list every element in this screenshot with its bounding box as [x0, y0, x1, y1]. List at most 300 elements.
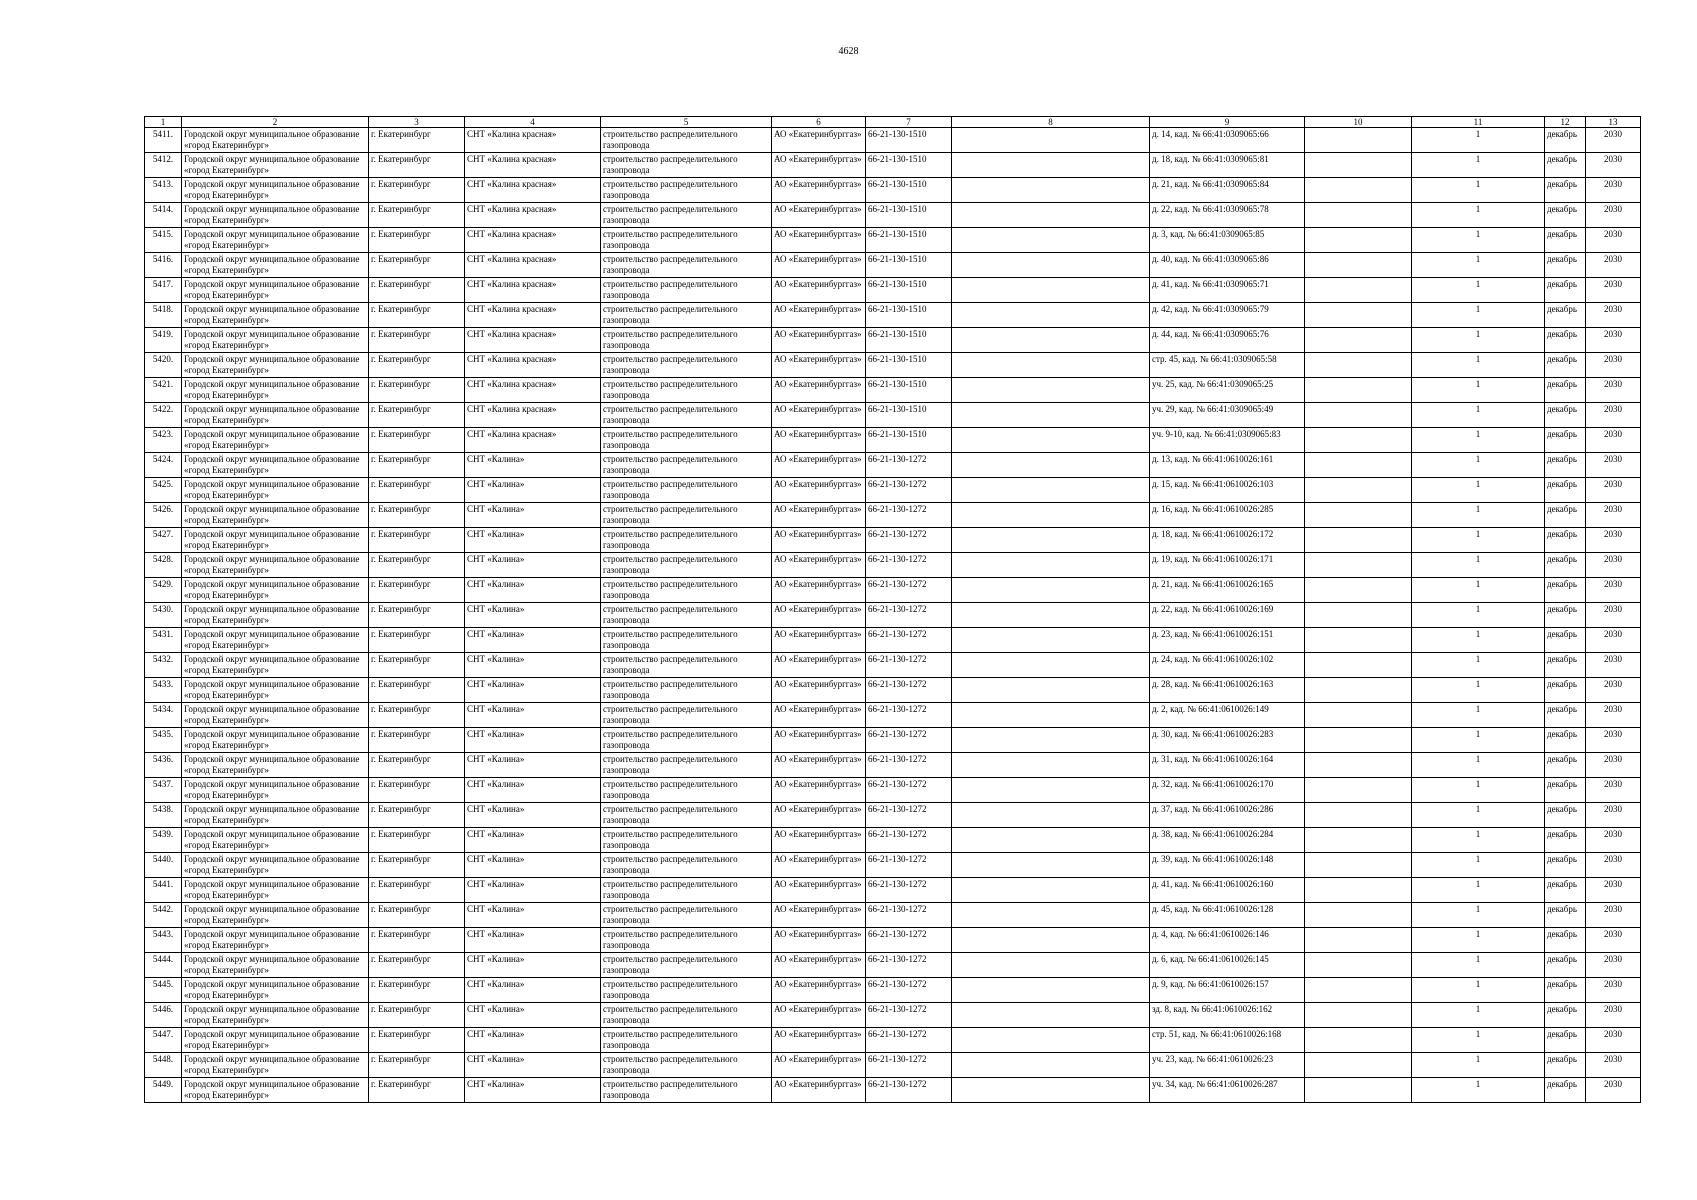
cell-quantity: 1 [1412, 703, 1545, 728]
cell-locality: г. Екатеринбург [369, 803, 465, 828]
cell-municipality: Городской округ муниципальное образование «город Екатеринбург» [182, 528, 369, 553]
cell-row-number: 5436. [145, 753, 182, 778]
table-row [145, 453, 1641, 478]
cell-settlement: СНТ «Калина» [465, 503, 601, 528]
cell-work-type: строительство распределительного газопровода [601, 403, 772, 428]
table-row [145, 1028, 1641, 1053]
cell-municipality: Городской округ муниципальное образование «город Екатеринбург» [182, 978, 369, 1003]
cell-locality: г. Екатеринбург [369, 428, 465, 453]
cell-month: декабрь [1545, 528, 1586, 553]
table-row [145, 853, 1641, 878]
cell-empty-cell [1305, 403, 1412, 428]
cell-month: декабрь [1545, 1003, 1586, 1028]
cell-year: 2030 [1586, 978, 1641, 1003]
table-row [145, 828, 1641, 853]
cell-empty-cell [1305, 603, 1412, 628]
cell-address-cadastral: д. 21, кад. № 66:41:0309065:84 [1150, 178, 1305, 203]
cell-program-code: 66-21-130-1272 [866, 778, 952, 803]
cell-locality: г. Екатеринбург [369, 278, 465, 303]
cell-work-type: строительство распределительного газопровода [601, 703, 772, 728]
cell-locality: г. Екатеринбург [369, 378, 465, 403]
cell-row-number: 5434. [145, 703, 182, 728]
cell-month: декабрь [1545, 603, 1586, 628]
cell-empty-cell [952, 153, 1150, 178]
cell-program-code: 66-21-130-1510 [866, 353, 952, 378]
cell-year: 2030 [1586, 828, 1641, 853]
cell-municipality: Городской округ муниципальное образование «город Екатеринбург» [182, 553, 369, 578]
cell-work-type: строительство распределительного газопровода [601, 778, 772, 803]
cell-empty-cell [1305, 478, 1412, 503]
cell-settlement: СНТ «Калина» [465, 1078, 601, 1103]
cell-program-code: 66-21-130-1272 [866, 478, 952, 503]
cell-row-number: 5448. [145, 1053, 182, 1078]
cell-empty-cell [1305, 1078, 1412, 1103]
cell-organization: АО «Екатеринбурггаз» [772, 953, 866, 978]
table-row [145, 603, 1641, 628]
cell-municipality: Городской округ муниципальное образование «город Екатеринбург» [182, 303, 369, 328]
cell-settlement: СНТ «Калина» [465, 953, 601, 978]
table-row [145, 728, 1641, 753]
cell-program-code: 66-21-130-1272 [866, 528, 952, 553]
cell-year: 2030 [1586, 253, 1641, 278]
cell-settlement: СНТ «Калина» [465, 528, 601, 553]
cell-address-cadastral: уч. 25, кад. № 66:41:0309065:25 [1150, 378, 1305, 403]
cell-work-type: строительство распределительного газопровода [601, 678, 772, 703]
cell-quantity: 1 [1412, 628, 1545, 653]
table-row [145, 503, 1641, 528]
cell-empty-cell [1305, 978, 1412, 1003]
cell-organization: АО «Екатеринбурггаз» [772, 503, 866, 528]
cell-empty-cell [952, 178, 1150, 203]
cell-empty-cell [1305, 1053, 1412, 1078]
cell-year: 2030 [1586, 278, 1641, 303]
cell-row-number: 5414. [145, 203, 182, 228]
cell-organization: АО «Екатеринбурггаз» [772, 428, 866, 453]
table-row [145, 753, 1641, 778]
cell-empty-cell [952, 453, 1150, 478]
cell-locality: г. Екатеринбург [369, 878, 465, 903]
cell-row-number: 5419. [145, 328, 182, 353]
cell-locality: г. Екатеринбург [369, 1053, 465, 1078]
table-row [145, 1003, 1641, 1028]
table-row [145, 553, 1641, 578]
cell-program-code: 66-21-130-1272 [866, 503, 952, 528]
cell-program-code: 66-21-130-1510 [866, 378, 952, 403]
cell-organization: АО «Екатеринбурггаз» [772, 828, 866, 853]
cell-address-cadastral: д. 24, кад. № 66:41:0610026:102 [1150, 653, 1305, 678]
cell-organization: АО «Екатеринбурггаз» [772, 253, 866, 278]
cell-address-cadastral: стр. 45, кад. № 66:41:0309065:58 [1150, 353, 1305, 378]
cell-locality: г. Екатеринбург [369, 978, 465, 1003]
cell-locality: г. Екатеринбург [369, 1003, 465, 1028]
cell-municipality: Городской округ муниципальное образование «город Екатеринбург» [182, 278, 369, 303]
cell-month: декабрь [1545, 478, 1586, 503]
cell-program-code: 66-21-130-1272 [866, 628, 952, 653]
cell-year: 2030 [1586, 778, 1641, 803]
cell-empty-cell [952, 753, 1150, 778]
cell-row-number: 5411. [145, 128, 182, 153]
cell-row-number: 5444. [145, 953, 182, 978]
cell-municipality: Городской округ муниципальное образование «город Екатеринбург» [182, 428, 369, 453]
cell-month: декабрь [1545, 678, 1586, 703]
column-header: 11 [1412, 117, 1545, 128]
cell-empty-cell [952, 978, 1150, 1003]
cell-municipality: Городской округ муниципальное образование «город Екатеринбург» [182, 178, 369, 203]
cell-work-type: строительство распределительного газопровода [601, 278, 772, 303]
cell-work-type: строительство распределительного газопровода [601, 203, 772, 228]
cell-work-type: строительство распределительного газопровода [601, 453, 772, 478]
cell-municipality: Городской округ муниципальное образование «город Екатеринбург» [182, 803, 369, 828]
cell-year: 2030 [1586, 353, 1641, 378]
cell-month: декабрь [1545, 928, 1586, 953]
cell-settlement: СНТ «Калина красная» [465, 403, 601, 428]
column-header: 13 [1586, 117, 1641, 128]
cell-organization: АО «Екатеринбурггаз» [772, 228, 866, 253]
cell-organization: АО «Екатеринбурггаз» [772, 1078, 866, 1103]
cell-organization: АО «Екатеринбурггаз» [772, 778, 866, 803]
cell-year: 2030 [1586, 753, 1641, 778]
cell-address-cadastral: д. 13, кад. № 66:41:0610026:161 [1150, 453, 1305, 478]
cell-settlement: СНТ «Калина красная» [465, 428, 601, 453]
cell-empty-cell [952, 928, 1150, 953]
cell-empty-cell [952, 328, 1150, 353]
cell-work-type: строительство распределительного газопровода [601, 553, 772, 578]
cell-organization: АО «Екатеринбурггаз» [772, 728, 866, 753]
cell-municipality: Городской округ муниципальное образование «город Екатеринбург» [182, 653, 369, 678]
table-row [145, 628, 1641, 653]
cell-organization: АО «Екатеринбурггаз» [772, 403, 866, 428]
cell-month: декабрь [1545, 653, 1586, 678]
cell-organization: АО «Екатеринбурггаз» [772, 853, 866, 878]
cell-program-code: 66-21-130-1272 [866, 953, 952, 978]
table-row [145, 978, 1641, 1003]
cell-address-cadastral: д. 41, кад. № 66:41:0610026:160 [1150, 878, 1305, 903]
cell-locality: г. Екатеринбург [369, 403, 465, 428]
cell-municipality: Городской округ муниципальное образование «город Екатеринбург» [182, 1053, 369, 1078]
cell-month: декабрь [1545, 953, 1586, 978]
cell-municipality: Городской округ муниципальное образование «город Екатеринбург» [182, 328, 369, 353]
cell-empty-cell [952, 503, 1150, 528]
cell-empty-cell [1305, 778, 1412, 803]
cell-address-cadastral: уч. 9-10, кад. № 66:41:0309065:83 [1150, 428, 1305, 453]
cell-empty-cell [952, 553, 1150, 578]
cell-locality: г. Екатеринбург [369, 778, 465, 803]
page-number: 4628 [838, 46, 859, 57]
cell-year: 2030 [1586, 928, 1641, 953]
cell-work-type: строительство распределительного газопровода [601, 878, 772, 903]
table-row [145, 328, 1641, 353]
cell-address-cadastral: д. 30, кад. № 66:41:0610026:283 [1150, 728, 1305, 753]
cell-empty-cell [952, 1078, 1150, 1103]
cell-row-number: 5423. [145, 428, 182, 453]
cell-work-type: строительство распределительного газопровода [601, 928, 772, 953]
cell-program-code: 66-21-130-1272 [866, 453, 952, 478]
cell-quantity: 1 [1412, 553, 1545, 578]
cell-settlement: СНТ «Калина красная» [465, 328, 601, 353]
cell-quantity: 1 [1412, 828, 1545, 853]
cell-month: декабрь [1545, 778, 1586, 803]
cell-municipality: Городской округ муниципальное образование «город Екатеринбург» [182, 403, 369, 428]
cell-work-type: строительство распределительного газопровода [601, 328, 772, 353]
cell-address-cadastral: д. 37, кад. № 66:41:0610026:286 [1150, 803, 1305, 828]
cell-empty-cell [952, 828, 1150, 853]
cell-municipality: Городской округ муниципальное образование «город Екатеринбург» [182, 453, 369, 478]
cell-empty-cell [1305, 1003, 1412, 1028]
cell-address-cadastral: д. 22, кад. № 66:41:0309065:78 [1150, 203, 1305, 228]
cell-locality: г. Екатеринбург [369, 953, 465, 978]
cell-row-number: 5443. [145, 928, 182, 953]
cell-quantity: 1 [1412, 778, 1545, 803]
cell-row-number: 5415. [145, 228, 182, 253]
cell-empty-cell [1305, 903, 1412, 928]
cell-year: 2030 [1586, 1003, 1641, 1028]
cell-empty-cell [952, 853, 1150, 878]
cell-empty-cell [952, 603, 1150, 628]
table-row [145, 803, 1641, 828]
table-row [145, 703, 1641, 728]
cell-month: декабрь [1545, 453, 1586, 478]
cell-municipality: Городской округ муниципальное образование «город Екатеринбург» [182, 628, 369, 653]
cell-month: декабрь [1545, 803, 1586, 828]
cell-program-code: 66-21-130-1272 [866, 728, 952, 753]
table-row [145, 953, 1641, 978]
cell-empty-cell [1305, 228, 1412, 253]
cell-municipality: Городской округ муниципальное образование «город Екатеринбург» [182, 203, 369, 228]
cell-address-cadastral: д. 6, кад. № 66:41:0610026:145 [1150, 953, 1305, 978]
cell-locality: г. Екатеринбург [369, 328, 465, 353]
cell-locality: г. Екатеринбург [369, 753, 465, 778]
cell-organization: АО «Екатеринбурггаз» [772, 628, 866, 653]
cell-settlement: СНТ «Калина» [465, 903, 601, 928]
cell-settlement: СНТ «Калина» [465, 578, 601, 603]
cell-program-code: 66-21-130-1272 [866, 853, 952, 878]
cell-organization: АО «Екатеринбурггаз» [772, 378, 866, 403]
cell-municipality: Городской округ муниципальное образование «город Екатеринбург» [182, 1028, 369, 1053]
cell-work-type: строительство распределительного газопровода [601, 303, 772, 328]
cell-quantity: 1 [1412, 903, 1545, 928]
cell-municipality: Городской округ муниципальное образование «город Екатеринбург» [182, 903, 369, 928]
cell-locality: г. Екатеринбург [369, 228, 465, 253]
cell-municipality: Городской округ муниципальное образование «город Екатеринбург» [182, 153, 369, 178]
cell-empty-cell [1305, 953, 1412, 978]
cell-locality: г. Екатеринбург [369, 628, 465, 653]
cell-organization: АО «Екатеринбурггаз» [772, 578, 866, 603]
cell-empty-cell [1305, 328, 1412, 353]
cell-locality: г. Екатеринбург [369, 303, 465, 328]
cell-year: 2030 [1586, 478, 1641, 503]
table-row [145, 1053, 1641, 1078]
cell-settlement: СНТ «Калина красная» [465, 228, 601, 253]
cell-month: декабрь [1545, 978, 1586, 1003]
cell-address-cadastral: д. 44, кад. № 66:41:0309065:76 [1150, 328, 1305, 353]
cell-row-number: 5432. [145, 653, 182, 678]
cell-empty-cell [1305, 528, 1412, 553]
table-row [145, 203, 1641, 228]
cell-month: декабрь [1545, 753, 1586, 778]
cell-work-type: строительство распределительного газопровода [601, 728, 772, 753]
cell-empty-cell [952, 578, 1150, 603]
cell-organization: АО «Екатеринбурггаз» [772, 178, 866, 203]
cell-organization: АО «Екатеринбурггаз» [772, 203, 866, 228]
cell-work-type: строительство распределительного газопровода [601, 253, 772, 278]
cell-address-cadastral: д. 28, кад. № 66:41:0610026:163 [1150, 678, 1305, 703]
table-row [145, 353, 1641, 378]
cell-settlement: СНТ «Калина» [465, 628, 601, 653]
cell-locality: г. Екатеринбург [369, 553, 465, 578]
cell-row-number: 5430. [145, 603, 182, 628]
cell-municipality: Городской округ муниципальное образование «город Екатеринбург» [182, 1078, 369, 1103]
cell-settlement: СНТ «Калина» [465, 1028, 601, 1053]
cell-quantity: 1 [1412, 403, 1545, 428]
cell-quantity: 1 [1412, 353, 1545, 378]
cell-work-type: строительство распределительного газопровода [601, 753, 772, 778]
cell-year: 2030 [1586, 128, 1641, 153]
column-header: 7 [866, 117, 952, 128]
cell-locality: г. Екатеринбург [369, 678, 465, 703]
cell-settlement: СНТ «Калина» [465, 978, 601, 1003]
cell-work-type: строительство распределительного газопровода [601, 853, 772, 878]
cell-program-code: 66-21-130-1510 [866, 428, 952, 453]
cell-year: 2030 [1586, 453, 1641, 478]
cell-month: декабрь [1545, 553, 1586, 578]
cell-quantity: 1 [1412, 578, 1545, 603]
cell-empty-cell [1305, 578, 1412, 603]
cell-settlement: СНТ «Калина» [465, 803, 601, 828]
cell-organization: АО «Екатеринбурггаз» [772, 753, 866, 778]
cell-locality: г. Екатеринбург [369, 478, 465, 503]
cell-month: декабрь [1545, 178, 1586, 203]
cell-row-number: 5440. [145, 853, 182, 878]
cell-row-number: 5447. [145, 1028, 182, 1053]
cell-empty-cell [1305, 203, 1412, 228]
cell-work-type: строительство распределительного газопровода [601, 378, 772, 403]
cell-row-number: 5421. [145, 378, 182, 403]
cell-locality: г. Екатеринбург [369, 828, 465, 853]
cell-address-cadastral: д. 39, кад. № 66:41:0610026:148 [1150, 853, 1305, 878]
cell-quantity: 1 [1412, 953, 1545, 978]
cell-program-code: 66-21-130-1510 [866, 153, 952, 178]
cell-quantity: 1 [1412, 253, 1545, 278]
cell-organization: АО «Екатеринбурггаз» [772, 478, 866, 503]
cell-settlement: СНТ «Калина» [465, 778, 601, 803]
cell-empty-cell [952, 528, 1150, 553]
cell-settlement: СНТ «Калина» [465, 928, 601, 953]
cell-quantity: 1 [1412, 653, 1545, 678]
cell-municipality: Городской округ муниципальное образование «город Екатеринбург» [182, 853, 369, 878]
cell-program-code: 66-21-130-1510 [866, 303, 952, 328]
cell-program-code: 66-21-130-1272 [866, 603, 952, 628]
cell-empty-cell [952, 803, 1150, 828]
cell-address-cadastral: д. 2, кад. № 66:41:0610026:149 [1150, 703, 1305, 728]
cell-empty-cell [1305, 703, 1412, 728]
cell-locality: г. Екатеринбург [369, 853, 465, 878]
cell-quantity: 1 [1412, 878, 1545, 903]
cell-quantity: 1 [1412, 478, 1545, 503]
cell-month: декабрь [1545, 828, 1586, 853]
cell-municipality: Городской округ муниципальное образование «город Екатеринбург» [182, 703, 369, 728]
cell-settlement: СНТ «Калина красная» [465, 178, 601, 203]
cell-year: 2030 [1586, 628, 1641, 653]
cell-year: 2030 [1586, 728, 1641, 753]
cell-quantity: 1 [1412, 178, 1545, 203]
cell-row-number: 5416. [145, 253, 182, 278]
column-header: 8 [952, 117, 1150, 128]
cell-empty-cell [1305, 453, 1412, 478]
cell-program-code: 66-21-130-1510 [866, 203, 952, 228]
cell-work-type: строительство распределительного газопровода [601, 903, 772, 928]
cell-month: декабрь [1545, 428, 1586, 453]
cell-quantity: 1 [1412, 328, 1545, 353]
cell-row-number: 5441. [145, 878, 182, 903]
cell-year: 2030 [1586, 1028, 1641, 1053]
cell-empty-cell [1305, 628, 1412, 653]
column-header: 6 [772, 117, 866, 128]
cell-row-number: 5449. [145, 1078, 182, 1103]
cell-settlement: СНТ «Калина» [465, 703, 601, 728]
cell-locality: г. Екатеринбург [369, 203, 465, 228]
cell-organization: АО «Екатеринбурггаз» [772, 803, 866, 828]
cell-empty-cell [1305, 178, 1412, 203]
cell-organization: АО «Екатеринбурггаз» [772, 653, 866, 678]
cell-settlement: СНТ «Калина» [465, 678, 601, 703]
cell-address-cadastral: зд. 8, кад. № 66:41:0610026:162 [1150, 1003, 1305, 1028]
cell-quantity: 1 [1412, 503, 1545, 528]
cell-quantity: 1 [1412, 1003, 1545, 1028]
cell-empty-cell [1305, 653, 1412, 678]
cell-locality: г. Екатеринбург [369, 453, 465, 478]
cell-work-type: строительство распределительного газопровода [601, 503, 772, 528]
cell-settlement: СНТ «Калина» [465, 1003, 601, 1028]
cell-quantity: 1 [1412, 203, 1545, 228]
cell-quantity: 1 [1412, 978, 1545, 1003]
cell-address-cadastral: д. 14, кад. № 66:41:0309065:66 [1150, 128, 1305, 153]
cell-empty-cell [952, 378, 1150, 403]
cell-row-number: 5427. [145, 528, 182, 553]
cell-year: 2030 [1586, 328, 1641, 353]
cell-organization: АО «Екатеринбурггаз» [772, 453, 866, 478]
column-header: 4 [465, 117, 601, 128]
cell-settlement: СНТ «Калина красная» [465, 378, 601, 403]
table-row [145, 253, 1641, 278]
cell-month: декабрь [1545, 253, 1586, 278]
cell-locality: г. Екатеринбург [369, 1028, 465, 1053]
cell-month: декабрь [1545, 403, 1586, 428]
table-row [145, 178, 1641, 203]
cell-year: 2030 [1586, 653, 1641, 678]
cell-settlement: СНТ «Калина» [465, 878, 601, 903]
cell-empty-cell [1305, 928, 1412, 953]
cell-program-code: 66-21-130-1510 [866, 253, 952, 278]
cell-empty-cell [1305, 378, 1412, 403]
cell-empty-cell [952, 878, 1150, 903]
cell-empty-cell [1305, 353, 1412, 378]
cell-organization: АО «Екатеринбурггаз» [772, 303, 866, 328]
cell-program-code: 66-21-130-1272 [866, 1053, 952, 1078]
cell-address-cadastral: д. 40, кад. № 66:41:0309065:86 [1150, 253, 1305, 278]
cell-row-number: 5428. [145, 553, 182, 578]
table-row [145, 303, 1641, 328]
table-row [145, 1078, 1641, 1103]
cell-empty-cell [952, 253, 1150, 278]
cell-locality: г. Екатеринбург [369, 578, 465, 603]
cell-year: 2030 [1586, 528, 1641, 553]
cell-empty-cell [952, 1028, 1150, 1053]
cell-locality: г. Екатеринбург [369, 253, 465, 278]
cell-empty-cell [952, 303, 1150, 328]
cell-program-code: 66-21-130-1272 [866, 803, 952, 828]
cell-address-cadastral: д. 31, кад. № 66:41:0610026:164 [1150, 753, 1305, 778]
cell-work-type: строительство распределительного газопровода [601, 1078, 772, 1103]
